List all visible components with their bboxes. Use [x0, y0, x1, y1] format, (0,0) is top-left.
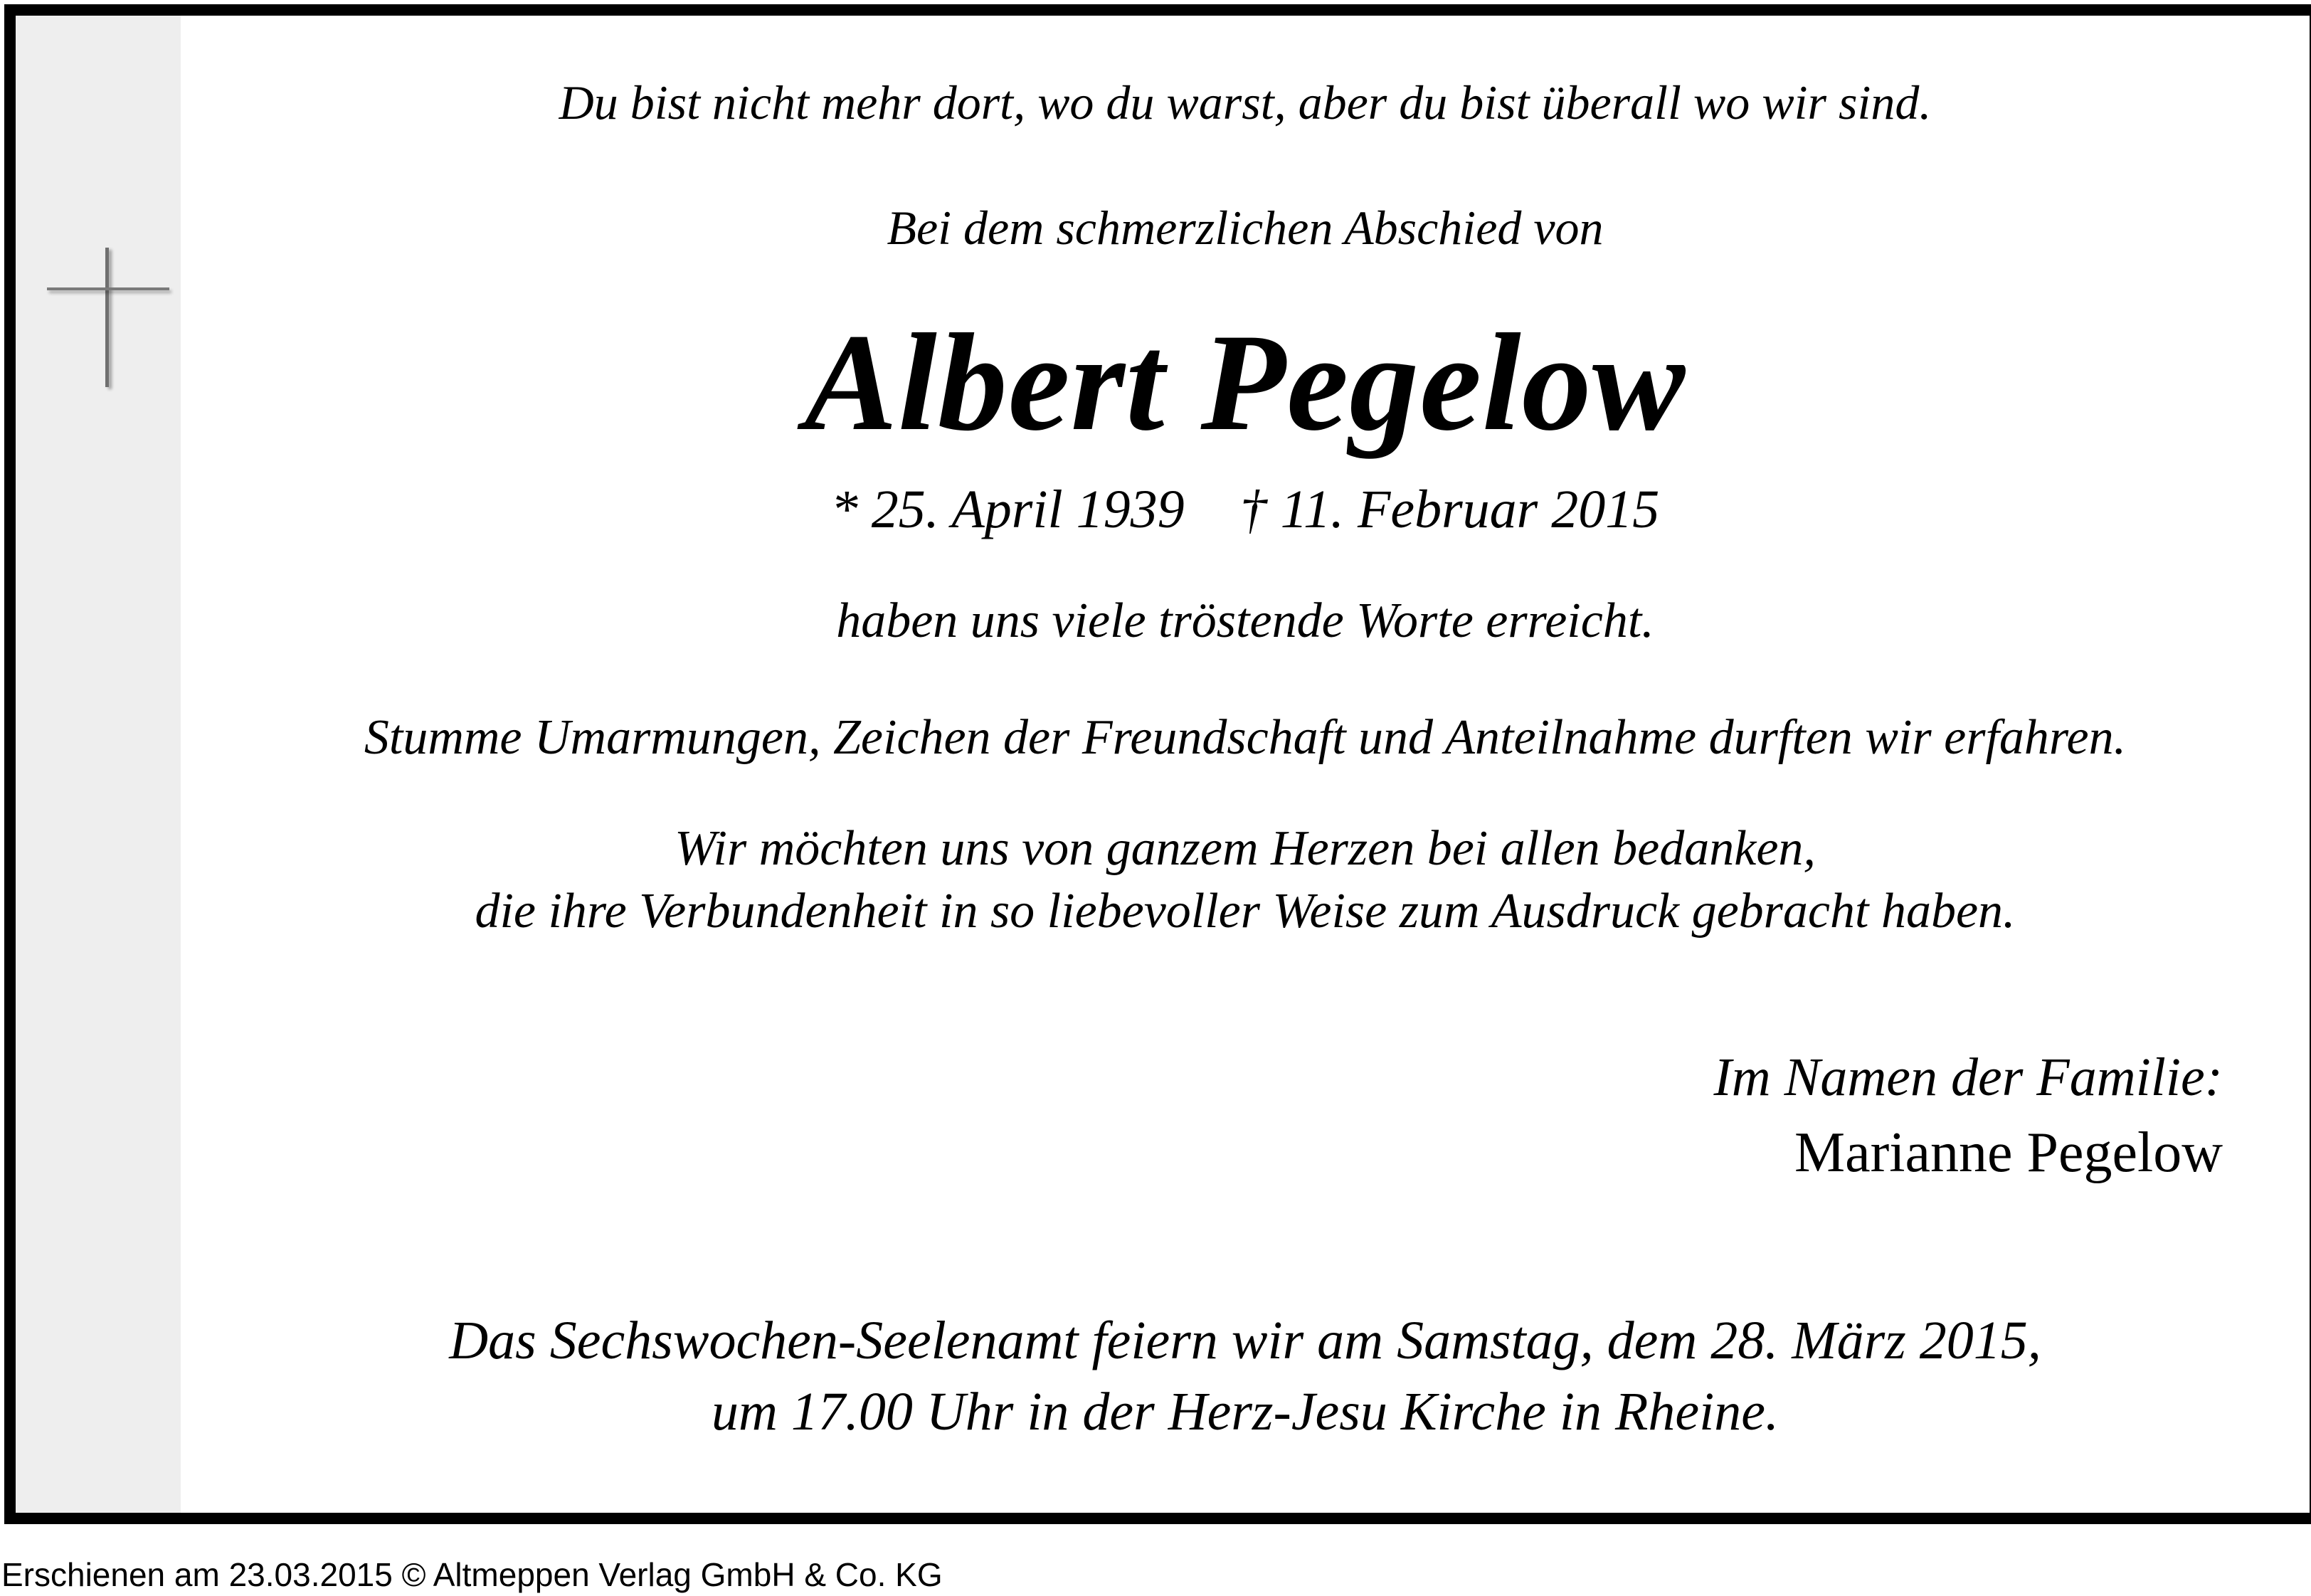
opening-quote: Du bist nicht mehr dort, wo du warst, aber du bist überall wo wir sind.: [559, 75, 1932, 130]
side-strip: [16, 16, 181, 1513]
thanks-line-1: Wir möchten uns von ganzem Herzen bei allen bedanken,: [675, 821, 1816, 876]
intro-line: Bei dem schmerzlichen Abschied von: [887, 201, 1604, 255]
cross-horizontal-bar: [47, 287, 169, 290]
signature-intro: Im Namen der Familie:: [1713, 1047, 2223, 1107]
signature-name: Marianne Pegelow: [1794, 1121, 2223, 1184]
mass-line-1: Das Sechswochen-Seelenamt feiern wir am Samstag, dem 28. März 2015,: [449, 1311, 2041, 1370]
deceased-name: Albert Pegelow: [804, 305, 1686, 460]
cross-icon: [47, 248, 175, 390]
thanks-line-2: die ihre Verbundenheit in so liebevoller Weise zum Ausdruck gebracht haben.: [475, 884, 2016, 939]
embrace-line: Stumme Umarmungen, Zeichen der Freundschaft und Anteilnahme durften wir erfahren.: [364, 710, 2127, 765]
mass-line-2: um 17.00 Uhr in der Herz-Jesu Kirche in Rheine.: [711, 1382, 1779, 1442]
death-date: † 11. Februar 2015: [1239, 480, 1660, 539]
obituary-frame: [4, 4, 2311, 1524]
comfort-line: haben uns viele tröstende Worte erreicht.: [836, 593, 1654, 648]
birth-date: * 25. April 1939: [830, 480, 1185, 539]
publication-footer: Erschienen am 23.03.2015 © Altmeppen Verlag GmbH & Co. KG: [1, 1556, 943, 1593]
cross-vertical-bar: [105, 248, 109, 387]
life-dates: [181, 482, 2310, 537]
